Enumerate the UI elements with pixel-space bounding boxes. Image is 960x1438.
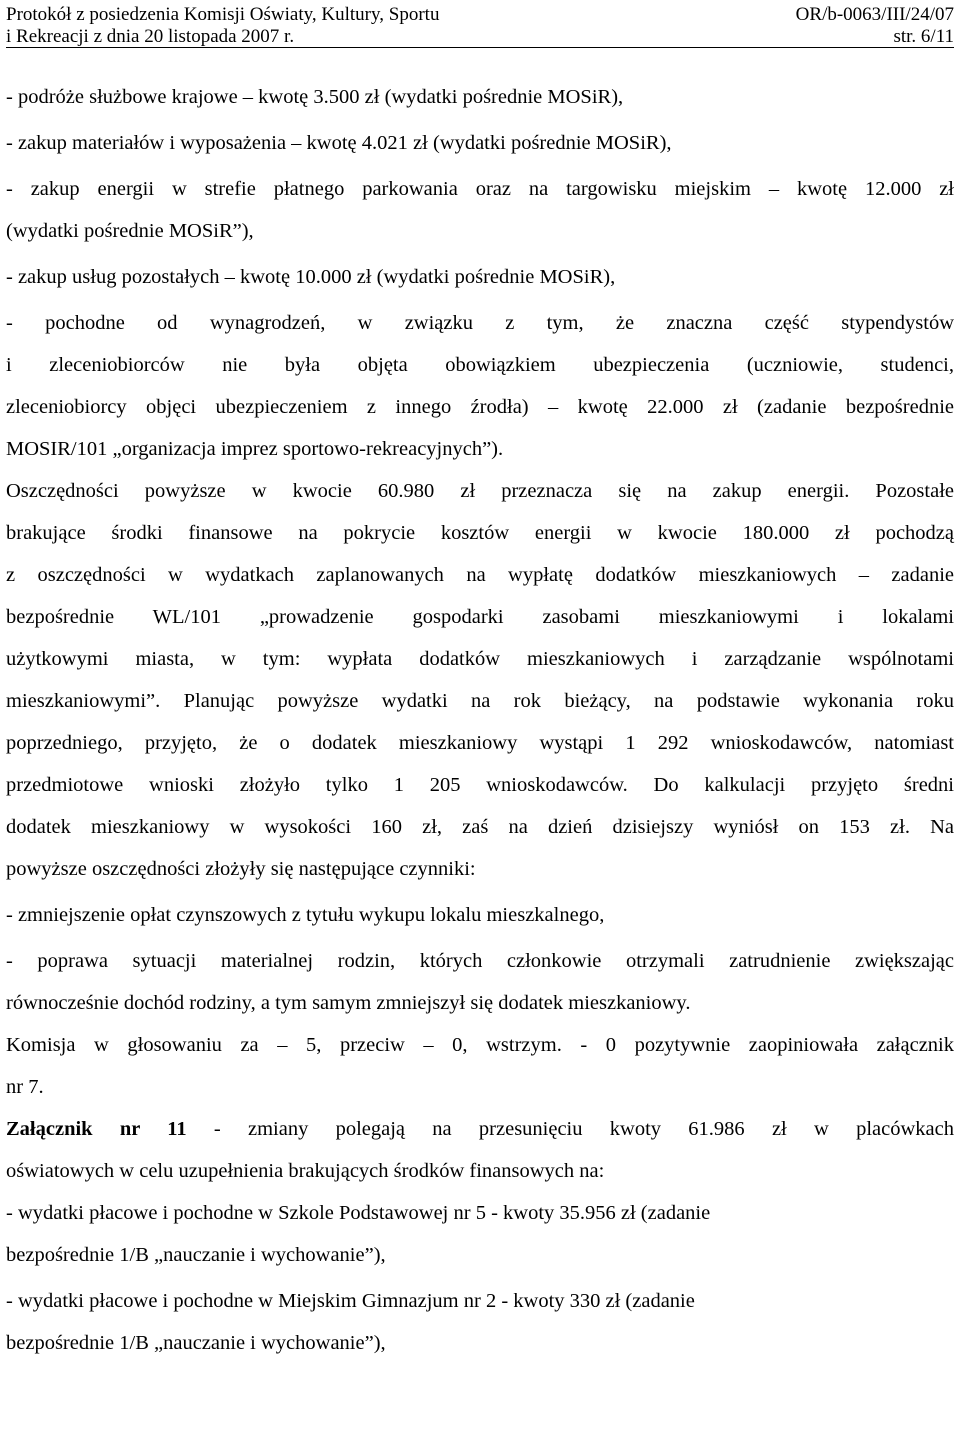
text-line: - podróże służbowe krajowe – kwotę 3.500 zł (wydatki pośrednie MOSiR), xyxy=(6,86,624,108)
text-line: przedmiotowe wnioski złożyło tylko 1 205 wnioskodawców. Do kalkulacji przyjęto średni xyxy=(6,774,954,796)
document-body xyxy=(6,48,954,1364)
text-line: - wydatki płacowe i pochodne w Miejskim Gimnazjum nr 2 - kwoty 330 zł (zadanie xyxy=(6,1290,695,1312)
text-line: Oszczędności powyższe w kwocie 60.980 zł przeznacza się na zakup energii. Pozostałe xyxy=(6,480,954,502)
text-line: dodatek mieszkaniowy w wysokości 160 zł, zaś na dzień dzisiejszy wyniósł on 153 zł. Na xyxy=(6,816,954,838)
text-line: (wydatki pośrednie MOSiR”), xyxy=(6,220,254,242)
text-line: użytkowymi miasta, w tym: wypłata dodatków mieszkaniowych i zarządzanie wspólnotami xyxy=(6,648,954,670)
attachment-description: - zmiany polegają na przesunięciu kwoty 61.986 zł w placówkach xyxy=(186,1118,954,1140)
page-header xyxy=(6,0,954,48)
header-right xyxy=(796,4,954,48)
header-title-line2: i Rekreacji z dnia 20 listopada 2007 r. xyxy=(6,26,295,47)
text-line: bezpośrednie 1/B „nauczanie i wychowanie”), xyxy=(6,1244,386,1266)
text-line: i zleceniobiorców nie była objęta obowiązkiem ubezpieczenia (uczniowie, studenci, xyxy=(6,354,954,376)
attachment-label: Załącznik nr 11 xyxy=(6,1118,187,1140)
text-line: z oszczędności w wydatkach zaplanowanych na wypłatę dodatków mieszkaniowych – zadanie xyxy=(6,564,954,586)
text-line: powyższe oszczędności złożyły się następujące czynniki: xyxy=(6,858,476,880)
text-line: - zakup usług pozostałych – kwotę 10.000 zł (wydatki pośrednie MOSiR), xyxy=(6,266,616,288)
text-line: poprzedniego, przyjęto, że o dodatek mieszkaniowy wystąpi 1 292 wnioskodawców, natomiast xyxy=(6,732,954,754)
text-line: MOSIR/101 „organizacja imprez sportowo-rekreacyjnych”). xyxy=(6,438,504,460)
text-line: - poprawa sytuacji materialnej rodzin, których członkowie otrzymali zatrudnienie zwiększając xyxy=(6,950,954,972)
text-line: bezpośrednie WL/101 „prowadzenie gospodarki zasobami mieszkaniowymi i lokalami xyxy=(6,606,954,628)
text-line: bezpośrednie 1/B „nauczanie i wychowanie”), xyxy=(6,1332,386,1354)
document-page xyxy=(6,0,954,1364)
text-line: - zmniejszenie opłat czynszowych z tytułu wykupu lokalu mieszkalnego, xyxy=(6,904,605,926)
page-number: str. 6/11 xyxy=(893,26,954,47)
text-line: - wydatki płacowe i pochodne w Szkole Podstawowej nr 5 - kwoty 35.956 zł (zadanie xyxy=(6,1202,711,1224)
text-line: - zakup energii w strefie płatnego parkowania oraz na targowisku miejskim – kwotę 12.000 zł xyxy=(6,178,954,200)
text-line: zleceniobiorcy objęci ubezpieczeniem z innego źrodła) – kwotę 22.000 zł (zadanie bezpośrednie xyxy=(6,396,954,418)
header-left xyxy=(6,4,439,48)
text-line: równocześnie dochód rodziny, a tym samym zmniejszył się dodatek mieszkaniowy. xyxy=(6,992,691,1014)
text-line: mieszkaniowymi”. Planując powyższe wydatki na rok bieżący, na podstawie wykonania roku xyxy=(6,690,954,712)
text-line: Komisja w głosowaniu za – 5, przeciw – 0, wstrzym. - 0 pozytywnie zaopiniowała załącznik xyxy=(6,1034,954,1056)
text-line: - pochodne od wynagrodzeń, w związku z tym, że znaczna część stypendystów xyxy=(6,312,954,334)
text-line xyxy=(6,1108,954,1150)
text-line: brakujące środki finansowe na pokrycie kosztów energii w kwocie 180.000 zł pochodzą xyxy=(6,522,954,544)
document-reference: OR/b-0063/III/24/07 xyxy=(795,4,954,25)
header-title-line1: Protokół z posiedzenia Komisji Oświaty, Kultury, Sportu xyxy=(6,4,440,25)
text-line: oświatowych w celu uzupełnienia brakujących środków finansowych na: xyxy=(6,1160,605,1182)
text-line: - zakup materiałów i wyposażenia – kwotę 4.021 zł (wydatki pośrednie MOSiR), xyxy=(6,132,672,154)
text-line: nr 7. xyxy=(6,1076,44,1098)
